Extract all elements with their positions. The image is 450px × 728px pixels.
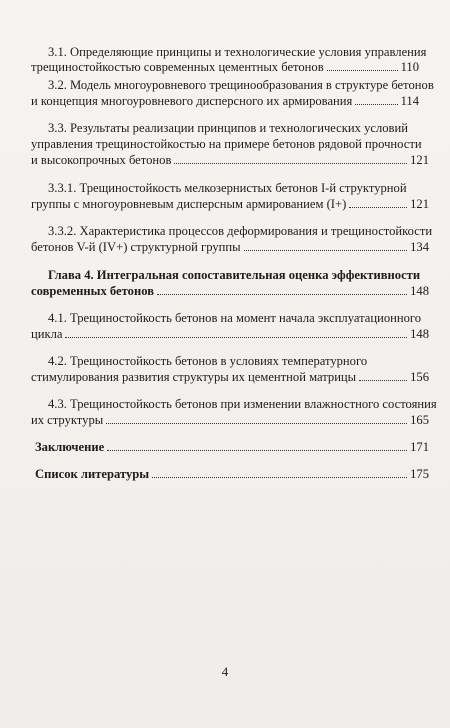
toc-line: 3.3.2. Характеристика процессов деформирования и трещиностойкости: [48, 224, 433, 238]
toc-line: и концепция многоуровневого дисперсного их армирования: [31, 94, 353, 108]
toc-last-line: [31, 412, 429, 428]
toc-line: Заключение: [35, 440, 105, 454]
toc-last-line: [31, 369, 429, 385]
toc-line: 4.1. Трещиностойкость бетонов на момент начала эксплуатационного: [48, 311, 422, 325]
toc-last-line: [31, 152, 429, 168]
toc-page-number: 121: [410, 197, 429, 211]
toc-last-line: [35, 439, 429, 455]
toc-line: 3.1. Определяющие принципы и технологические условия управления: [48, 45, 427, 59]
toc-last-line: [35, 466, 429, 482]
dot-leader: [244, 250, 408, 251]
dot-leader: [106, 423, 407, 424]
dot-leader: [359, 380, 407, 381]
toc-line: стимулирования развития структуры их цементной матрицы: [31, 370, 357, 384]
toc-page-number: 134: [410, 240, 429, 254]
toc-line: Список литературы: [35, 467, 150, 481]
toc-page-number: 148: [410, 284, 429, 298]
toc-page-number: 110: [400, 60, 419, 74]
toc-last-line: [31, 239, 429, 255]
toc-line: 3.2. Модель многоуровневого трещинообразования в структуре бетонов: [48, 78, 434, 92]
toc-page-number: 171: [410, 440, 429, 454]
toc-page-number: 156: [410, 370, 429, 384]
toc-line: трещиностойкостью современных цементных бетонов: [31, 60, 324, 74]
dot-leader: [349, 207, 407, 208]
toc-line: 4.2. Трещиностойкость бетонов в условиях температурного: [48, 354, 368, 368]
toc-page-number: 175: [410, 467, 429, 481]
toc-line: современных бетонов: [31, 284, 155, 298]
toc-line: 4.3. Трещиностойкость бетонов при изменении влажностного состояния: [48, 397, 437, 411]
dot-leader: [107, 450, 407, 451]
toc-last-line: [31, 93, 419, 109]
page-number: 4: [221, 664, 229, 679]
dot-leader: [327, 70, 398, 71]
toc-line: цикла: [31, 327, 63, 341]
dot-leader: [65, 337, 407, 338]
toc-line: Глава 4. Интегральная сопоставительная оценка эффективности: [48, 268, 421, 282]
toc-line: управления трещиностойкостью на примере бетонов рядовой прочности: [31, 137, 422, 151]
dot-leader: [174, 163, 407, 164]
toc-last-line: [31, 59, 419, 75]
toc-last-line: [31, 326, 429, 342]
toc-line: их структуры: [31, 413, 104, 427]
toc-line: бетонов V-й (IV+) структурной группы: [31, 240, 241, 254]
dot-leader: [355, 104, 397, 105]
toc-line: 3.3.1. Трещиностойкость мелкозернистых бетонов I-й структурной: [48, 181, 407, 195]
toc-page-number: 148: [410, 327, 429, 341]
dot-leader: [157, 294, 407, 295]
toc-line: группы с многоуровневым дисперсным армированием (I+): [31, 197, 347, 211]
dot-leader: [152, 477, 407, 478]
toc-line: и высокопрочных бетонов: [31, 153, 172, 167]
toc-last-line: [31, 196, 429, 212]
toc-line: 3.3. Результаты реализации принципов и технологических условий: [48, 121, 408, 135]
toc-page-number: 114: [400, 94, 419, 108]
toc-last-line: [31, 283, 429, 299]
toc-page-number: 165: [410, 413, 429, 427]
toc-page-number: 121: [410, 153, 429, 167]
